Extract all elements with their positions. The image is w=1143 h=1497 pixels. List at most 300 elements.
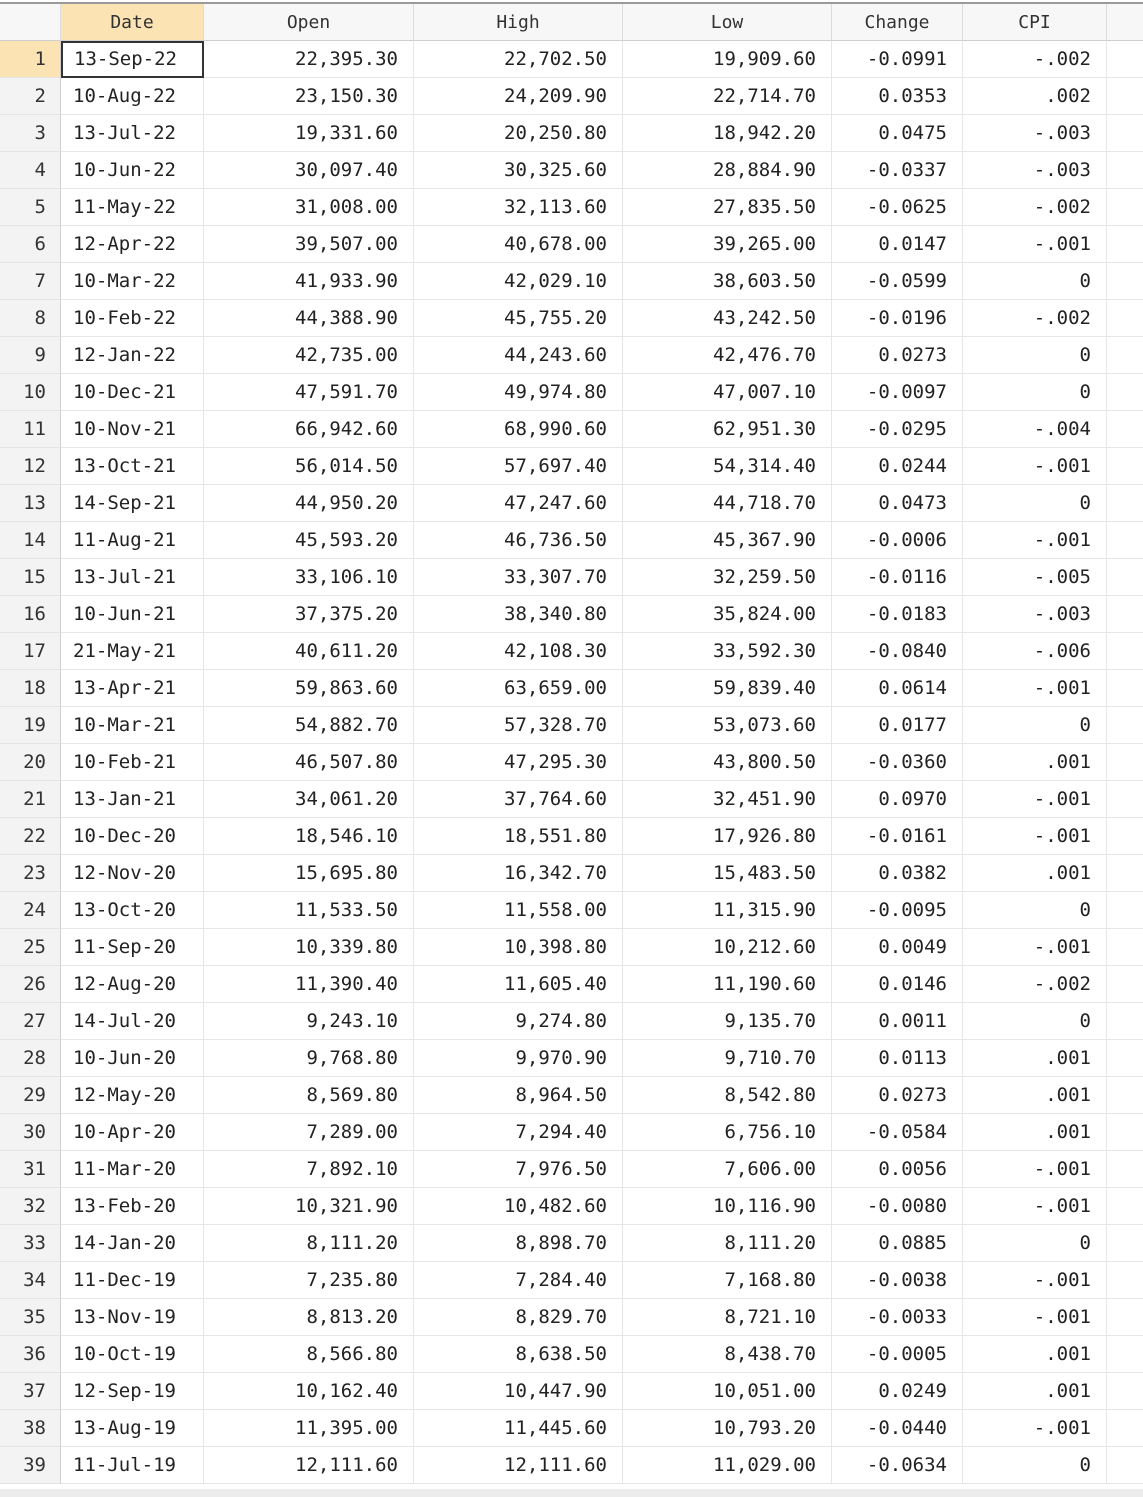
cell-low[interactable]: 44,718.70	[623, 485, 832, 522]
row-number[interactable]: 27	[0, 1003, 61, 1040]
row-number[interactable]: 12	[0, 448, 61, 485]
row-number[interactable]: 37	[0, 1373, 61, 1410]
row-number[interactable]: 11	[0, 411, 61, 448]
cell-cpi[interactable]: -.001	[963, 818, 1107, 855]
cell-high[interactable]: 63,659.00	[414, 670, 623, 707]
cell-low[interactable]: 59,839.40	[623, 670, 832, 707]
row-number[interactable]: 7	[0, 263, 61, 300]
cell-open[interactable]: 54,882.70	[204, 707, 414, 744]
cell-low[interactable]: 7,606.00	[623, 1151, 832, 1188]
row-number[interactable]: 10	[0, 374, 61, 411]
row-number[interactable]: 17	[0, 633, 61, 670]
empty-cell[interactable]	[1107, 855, 1143, 892]
row-number[interactable]: 14	[0, 522, 61, 559]
cell-low[interactable]: 28,884.90	[623, 152, 832, 189]
cell-open[interactable]: 10,162.40	[204, 1373, 414, 1410]
empty-cell[interactable]	[1107, 966, 1143, 1003]
cell-low[interactable]: 8,721.10	[623, 1299, 832, 1336]
row-number[interactable]: 19	[0, 707, 61, 744]
cell-change[interactable]: -0.0295	[832, 411, 963, 448]
column-header-date[interactable]: Date	[61, 4, 204, 41]
cell-high[interactable]: 7,294.40	[414, 1114, 623, 1151]
column-header-cpi[interactable]: CPI	[963, 4, 1107, 41]
cell-change[interactable]: 0.0249	[832, 1373, 963, 1410]
cell-change[interactable]: -0.0584	[832, 1114, 963, 1151]
cell-date[interactable]: 12-May-20	[61, 1077, 204, 1114]
cell-open[interactable]: 59,863.60	[204, 670, 414, 707]
row-number[interactable]: 23	[0, 855, 61, 892]
row-number[interactable]: 28	[0, 1040, 61, 1077]
cell-date[interactable]: 13-Oct-21	[61, 448, 204, 485]
cell-date[interactable]: 11-May-22	[61, 189, 204, 226]
empty-cell[interactable]	[1107, 300, 1143, 337]
cell-date[interactable]: 14-Jul-20	[61, 1003, 204, 1040]
empty-cell[interactable]	[1107, 78, 1143, 115]
cell-date[interactable]: 14-Jan-20	[61, 1225, 204, 1262]
empty-cell[interactable]	[1107, 337, 1143, 374]
empty-cell[interactable]	[1107, 1373, 1143, 1410]
cell-low[interactable]: 8,542.80	[623, 1077, 832, 1114]
cell-low[interactable]: 35,824.00	[623, 596, 832, 633]
corner-header[interactable]	[0, 4, 61, 41]
cell-open[interactable]: 18,546.10	[204, 818, 414, 855]
cell-change[interactable]: -0.0080	[832, 1188, 963, 1225]
cell-high[interactable]: 46,736.50	[414, 522, 623, 559]
row-number[interactable]: 6	[0, 226, 61, 263]
cell-open[interactable]: 39,507.00	[204, 226, 414, 263]
cell-low[interactable]: 22,714.70	[623, 78, 832, 115]
cell-date[interactable]: 10-Feb-22	[61, 300, 204, 337]
cell-open[interactable]: 30,097.40	[204, 152, 414, 189]
cell-date[interactable]: 10-Mar-22	[61, 263, 204, 300]
cell-open[interactable]: 45,593.20	[204, 522, 414, 559]
cell-open[interactable]: 7,235.80	[204, 1262, 414, 1299]
cell-high[interactable]: 8,964.50	[414, 1077, 623, 1114]
cell-date[interactable]: 10-Jun-20	[61, 1040, 204, 1077]
cell-low[interactable]: 47,007.10	[623, 374, 832, 411]
cell-cpi[interactable]: -.001	[963, 1299, 1107, 1336]
cell-low[interactable]: 10,212.60	[623, 929, 832, 966]
cell-date[interactable]: 11-Jul-19	[61, 1447, 204, 1484]
cell-open[interactable]: 11,533.50	[204, 892, 414, 929]
cell-change[interactable]: 0.0273	[832, 337, 963, 374]
column-header-high[interactable]: High	[414, 4, 623, 41]
empty-cell[interactable]	[1107, 1299, 1143, 1336]
cell-high[interactable]: 37,764.60	[414, 781, 623, 818]
empty-cell[interactable]	[1107, 1447, 1143, 1484]
cell-high[interactable]: 7,284.40	[414, 1262, 623, 1299]
cell-cpi[interactable]: -.002	[963, 300, 1107, 337]
cell-cpi[interactable]: .001	[963, 1373, 1107, 1410]
cell-low[interactable]: 9,710.70	[623, 1040, 832, 1077]
cell-low[interactable]: 19,909.60	[623, 41, 832, 78]
cell-high[interactable]: 12,111.60	[414, 1447, 623, 1484]
cell-high[interactable]: 47,295.30	[414, 744, 623, 781]
empty-cell[interactable]	[1107, 1003, 1143, 1040]
row-number[interactable]: 3	[0, 115, 61, 152]
cell-date[interactable]: 10-Dec-20	[61, 818, 204, 855]
row-number[interactable]: 39	[0, 1447, 61, 1484]
cell-high[interactable]: 49,974.80	[414, 374, 623, 411]
empty-cell[interactable]	[1107, 189, 1143, 226]
cell-date[interactable]: 13-Oct-20	[61, 892, 204, 929]
cell-open[interactable]: 31,008.00	[204, 189, 414, 226]
cell-open[interactable]: 22,395.30	[204, 41, 414, 78]
cell-open[interactable]: 8,111.20	[204, 1225, 414, 1262]
cell-open[interactable]: 56,014.50	[204, 448, 414, 485]
cell-low[interactable]: 38,603.50	[623, 263, 832, 300]
cell-open[interactable]: 9,243.10	[204, 1003, 414, 1040]
cell-open[interactable]: 9,768.80	[204, 1040, 414, 1077]
cell-open[interactable]: 8,566.80	[204, 1336, 414, 1373]
empty-cell[interactable]	[1107, 374, 1143, 411]
empty-cell[interactable]	[1107, 670, 1143, 707]
cell-change[interactable]: -0.0116	[832, 559, 963, 596]
cell-date[interactable]: 13-Jul-22	[61, 115, 204, 152]
cell-low[interactable]: 10,116.90	[623, 1188, 832, 1225]
cell-change[interactable]: -0.0440	[832, 1410, 963, 1447]
cell-high[interactable]: 11,558.00	[414, 892, 623, 929]
row-number[interactable]: 9	[0, 337, 61, 374]
row-number[interactable]: 31	[0, 1151, 61, 1188]
cell-low[interactable]: 27,835.50	[623, 189, 832, 226]
row-number[interactable]: 4	[0, 152, 61, 189]
cell-open[interactable]: 47,591.70	[204, 374, 414, 411]
empty-cell[interactable]	[1107, 1077, 1143, 1114]
cell-change[interactable]: -0.0840	[832, 633, 963, 670]
cell-change[interactable]: -0.0005	[832, 1336, 963, 1373]
cell-date[interactable]: 13-Jan-21	[61, 781, 204, 818]
cell-high[interactable]: 42,029.10	[414, 263, 623, 300]
cell-cpi[interactable]: -.004	[963, 411, 1107, 448]
cell-cpi[interactable]: 0	[963, 707, 1107, 744]
row-number[interactable]: 25	[0, 929, 61, 966]
cell-low[interactable]: 8,438.70	[623, 1336, 832, 1373]
cell-open[interactable]: 44,950.20	[204, 485, 414, 522]
cell-date[interactable]: 10-Jun-21	[61, 596, 204, 633]
empty-cell[interactable]	[1107, 781, 1143, 818]
row-number[interactable]: 20	[0, 744, 61, 781]
cell-low[interactable]: 33,592.30	[623, 633, 832, 670]
cell-high[interactable]: 11,445.60	[414, 1410, 623, 1447]
cell-date[interactable]: 21-May-21	[61, 633, 204, 670]
cell-open[interactable]: 8,569.80	[204, 1077, 414, 1114]
cell-change[interactable]: 0.0970	[832, 781, 963, 818]
row-number[interactable]: 30	[0, 1114, 61, 1151]
cell-open[interactable]: 12,111.60	[204, 1447, 414, 1484]
cell-change[interactable]: -0.0095	[832, 892, 963, 929]
cell-change[interactable]: 0.0146	[832, 966, 963, 1003]
row-number[interactable]: 15	[0, 559, 61, 596]
empty-cell[interactable]	[1107, 263, 1143, 300]
empty-cell[interactable]	[1107, 929, 1143, 966]
cell-high[interactable]: 8,829.70	[414, 1299, 623, 1336]
cell-cpi[interactable]: -.001	[963, 1188, 1107, 1225]
cell-change[interactable]: 0.0113	[832, 1040, 963, 1077]
row-number[interactable]: 38	[0, 1410, 61, 1447]
column-header-low[interactable]: Low	[623, 4, 832, 41]
cell-low[interactable]: 53,073.60	[623, 707, 832, 744]
cell-low[interactable]: 7,168.80	[623, 1262, 832, 1299]
empty-cell[interactable]	[1107, 1151, 1143, 1188]
cell-high[interactable]: 47,247.60	[414, 485, 623, 522]
row-number[interactable]: 32	[0, 1188, 61, 1225]
cell-change[interactable]: 0.0473	[832, 485, 963, 522]
row-number[interactable]: 16	[0, 596, 61, 633]
cell-open[interactable]: 40,611.20	[204, 633, 414, 670]
cell-low[interactable]: 54,314.40	[623, 448, 832, 485]
cell-high[interactable]: 68,990.60	[414, 411, 623, 448]
cell-cpi[interactable]: -.001	[963, 226, 1107, 263]
cell-open[interactable]: 34,061.20	[204, 781, 414, 818]
row-number[interactable]: 22	[0, 818, 61, 855]
empty-cell[interactable]	[1107, 1188, 1143, 1225]
cell-open[interactable]: 37,375.20	[204, 596, 414, 633]
empty-cell[interactable]	[1107, 226, 1143, 263]
row-number[interactable]: 29	[0, 1077, 61, 1114]
cell-cpi[interactable]: -.001	[963, 448, 1107, 485]
cell-change[interactable]: -0.0033	[832, 1299, 963, 1336]
cell-open[interactable]: 8,813.20	[204, 1299, 414, 1336]
cell-date[interactable]: 10-Jun-22	[61, 152, 204, 189]
cell-high[interactable]: 10,482.60	[414, 1188, 623, 1225]
cell-high[interactable]: 44,243.60	[414, 337, 623, 374]
cell-cpi[interactable]: -.002	[963, 41, 1107, 78]
cell-open[interactable]: 10,321.90	[204, 1188, 414, 1225]
cell-date[interactable]: 14-Sep-21	[61, 485, 204, 522]
cell-change[interactable]: 0.0011	[832, 1003, 963, 1040]
cell-high[interactable]: 42,108.30	[414, 633, 623, 670]
cell-low[interactable]: 17,926.80	[623, 818, 832, 855]
cell-open[interactable]: 33,106.10	[204, 559, 414, 596]
cell-change[interactable]: 0.0056	[832, 1151, 963, 1188]
cell-low[interactable]: 11,029.00	[623, 1447, 832, 1484]
cell-cpi[interactable]: 0	[963, 337, 1107, 374]
empty-cell[interactable]	[1107, 411, 1143, 448]
empty-cell[interactable]	[1107, 559, 1143, 596]
cell-date[interactable]: 10-Mar-21	[61, 707, 204, 744]
cell-cpi[interactable]: -.003	[963, 152, 1107, 189]
cell-open[interactable]: 15,695.80	[204, 855, 414, 892]
cell-date[interactable]: 11-Aug-21	[61, 522, 204, 559]
cell-open[interactable]: 11,390.40	[204, 966, 414, 1003]
cell-cpi[interactable]: .001	[963, 1114, 1107, 1151]
cell-date[interactable]: 13-Jul-21	[61, 559, 204, 596]
empty-cell[interactable]	[1107, 596, 1143, 633]
empty-cell[interactable]	[1107, 448, 1143, 485]
cell-high[interactable]: 38,340.80	[414, 596, 623, 633]
cell-high[interactable]: 32,113.60	[414, 189, 623, 226]
empty-cell[interactable]	[1107, 1262, 1143, 1299]
cell-high[interactable]: 30,325.60	[414, 152, 623, 189]
empty-cell[interactable]	[1107, 1410, 1143, 1447]
cell-date[interactable]: 10-Dec-21	[61, 374, 204, 411]
cell-low[interactable]: 43,242.50	[623, 300, 832, 337]
cell-cpi[interactable]: -.001	[963, 1262, 1107, 1299]
row-number[interactable]: 35	[0, 1299, 61, 1336]
cell-change[interactable]: 0.0614	[832, 670, 963, 707]
cell-high[interactable]: 11,605.40	[414, 966, 623, 1003]
cell-high[interactable]: 22,702.50	[414, 41, 623, 78]
cell-open[interactable]: 66,942.60	[204, 411, 414, 448]
cell-high[interactable]: 8,898.70	[414, 1225, 623, 1262]
cell-date[interactable]: 11-Sep-20	[61, 929, 204, 966]
cell-cpi[interactable]: 0	[963, 892, 1107, 929]
cell-change[interactable]: 0.0273	[832, 1077, 963, 1114]
cell-date[interactable]: 12-Jan-22	[61, 337, 204, 374]
cell-high[interactable]: 7,976.50	[414, 1151, 623, 1188]
cell-low[interactable]: 8,111.20	[623, 1225, 832, 1262]
cell-date[interactable]: 10-Nov-21	[61, 411, 204, 448]
empty-cell[interactable]	[1107, 152, 1143, 189]
cell-date[interactable]: 13-Sep-22	[61, 41, 204, 78]
cell-cpi[interactable]: -.001	[963, 1410, 1107, 1447]
cell-open[interactable]: 7,289.00	[204, 1114, 414, 1151]
cell-high[interactable]: 40,678.00	[414, 226, 623, 263]
empty-cell[interactable]	[1107, 115, 1143, 152]
cell-change[interactable]: 0.0049	[832, 929, 963, 966]
cell-open[interactable]: 7,892.10	[204, 1151, 414, 1188]
cell-high[interactable]: 57,328.70	[414, 707, 623, 744]
cell-date[interactable]: 13-Nov-19	[61, 1299, 204, 1336]
cell-high[interactable]: 24,209.90	[414, 78, 623, 115]
column-header-open[interactable]: Open	[204, 4, 414, 41]
cell-cpi[interactable]: -.003	[963, 596, 1107, 633]
row-number[interactable]: 18	[0, 670, 61, 707]
cell-open[interactable]: 46,507.80	[204, 744, 414, 781]
cell-date[interactable]: 13-Apr-21	[61, 670, 204, 707]
cell-date[interactable]: 12-Aug-20	[61, 966, 204, 1003]
cell-high[interactable]: 9,274.80	[414, 1003, 623, 1040]
cell-cpi[interactable]: -.005	[963, 559, 1107, 596]
cell-date[interactable]: 10-Oct-19	[61, 1336, 204, 1373]
cell-high[interactable]: 8,638.50	[414, 1336, 623, 1373]
empty-cell[interactable]	[1107, 633, 1143, 670]
cell-cpi[interactable]: .002	[963, 78, 1107, 115]
cell-date[interactable]: 10-Feb-21	[61, 744, 204, 781]
cell-cpi[interactable]: .001	[963, 1336, 1107, 1373]
cell-cpi[interactable]: -.002	[963, 966, 1107, 1003]
cell-low[interactable]: 10,793.20	[623, 1410, 832, 1447]
cell-cpi[interactable]: .001	[963, 1077, 1107, 1114]
cell-cpi[interactable]: -.001	[963, 929, 1107, 966]
empty-cell[interactable]	[1107, 41, 1143, 78]
row-number[interactable]: 5	[0, 189, 61, 226]
cell-low[interactable]: 18,942.20	[623, 115, 832, 152]
cell-date[interactable]: 13-Aug-19	[61, 1410, 204, 1447]
cell-low[interactable]: 9,135.70	[623, 1003, 832, 1040]
cell-cpi[interactable]: 0	[963, 1003, 1107, 1040]
cell-date[interactable]: 11-Mar-20	[61, 1151, 204, 1188]
empty-cell[interactable]	[1107, 1114, 1143, 1151]
cell-high[interactable]: 57,697.40	[414, 448, 623, 485]
row-number[interactable]: 26	[0, 966, 61, 1003]
cell-low[interactable]: 43,800.50	[623, 744, 832, 781]
cell-open[interactable]: 42,735.00	[204, 337, 414, 374]
cell-date[interactable]: 10-Aug-22	[61, 78, 204, 115]
cell-cpi[interactable]: 0	[963, 374, 1107, 411]
cell-low[interactable]: 6,756.10	[623, 1114, 832, 1151]
empty-cell[interactable]	[1107, 707, 1143, 744]
column-header-change[interactable]: Change	[832, 4, 963, 41]
cell-low[interactable]: 45,367.90	[623, 522, 832, 559]
cell-date[interactable]: 12-Sep-19	[61, 1373, 204, 1410]
cell-high[interactable]: 10,398.80	[414, 929, 623, 966]
cell-cpi[interactable]: .001	[963, 1040, 1107, 1077]
cell-change[interactable]: -0.0991	[832, 41, 963, 78]
row-number[interactable]: 21	[0, 781, 61, 818]
cell-cpi[interactable]: -.001	[963, 1151, 1107, 1188]
cell-open[interactable]: 41,933.90	[204, 263, 414, 300]
cell-low[interactable]: 39,265.00	[623, 226, 832, 263]
cell-high[interactable]: 18,551.80	[414, 818, 623, 855]
cell-cpi[interactable]: 0	[963, 485, 1107, 522]
cell-change[interactable]: -0.0183	[832, 596, 963, 633]
cell-change[interactable]: -0.0006	[832, 522, 963, 559]
row-number[interactable]: 2	[0, 78, 61, 115]
cell-date[interactable]: 13-Feb-20	[61, 1188, 204, 1225]
cell-high[interactable]: 45,755.20	[414, 300, 623, 337]
cell-open[interactable]: 44,388.90	[204, 300, 414, 337]
cell-cpi[interactable]: 0	[963, 1447, 1107, 1484]
empty-cell[interactable]	[1107, 522, 1143, 559]
cell-cpi[interactable]: -.006	[963, 633, 1107, 670]
empty-cell[interactable]	[1107, 818, 1143, 855]
row-number[interactable]: 34	[0, 1262, 61, 1299]
cell-cpi[interactable]: -.001	[963, 670, 1107, 707]
row-number[interactable]: 13	[0, 485, 61, 522]
cell-cpi[interactable]: -.001	[963, 781, 1107, 818]
cell-cpi[interactable]: .001	[963, 744, 1107, 781]
cell-high[interactable]: 16,342.70	[414, 855, 623, 892]
cell-low[interactable]: 11,315.90	[623, 892, 832, 929]
cell-open[interactable]: 19,331.60	[204, 115, 414, 152]
cell-low[interactable]: 10,051.00	[623, 1373, 832, 1410]
empty-cell[interactable]	[1107, 485, 1143, 522]
cell-change[interactable]: -0.0196	[832, 300, 963, 337]
cell-cpi[interactable]: -.001	[963, 522, 1107, 559]
empty-cell[interactable]	[1107, 744, 1143, 781]
cell-change[interactable]: 0.0885	[832, 1225, 963, 1262]
cell-low[interactable]: 32,259.50	[623, 559, 832, 596]
empty-cell[interactable]	[1107, 892, 1143, 929]
cell-cpi[interactable]: -.003	[963, 115, 1107, 152]
cell-high[interactable]: 33,307.70	[414, 559, 623, 596]
empty-cell[interactable]	[1107, 1336, 1143, 1373]
empty-cell[interactable]	[1107, 1225, 1143, 1262]
cell-cpi[interactable]: -.002	[963, 189, 1107, 226]
row-number[interactable]: 24	[0, 892, 61, 929]
row-number[interactable]: 36	[0, 1336, 61, 1373]
cell-change[interactable]: -0.0161	[832, 818, 963, 855]
row-number[interactable]: 1	[0, 41, 61, 78]
cell-date[interactable]: 10-Apr-20	[61, 1114, 204, 1151]
cell-change[interactable]: 0.0177	[832, 707, 963, 744]
cell-open[interactable]: 10,339.80	[204, 929, 414, 966]
cell-low[interactable]: 32,451.90	[623, 781, 832, 818]
cell-low[interactable]: 15,483.50	[623, 855, 832, 892]
cell-change[interactable]: 0.0382	[832, 855, 963, 892]
cell-change[interactable]: -0.0599	[832, 263, 963, 300]
cell-low[interactable]: 11,190.60	[623, 966, 832, 1003]
cell-high[interactable]: 10,447.90	[414, 1373, 623, 1410]
cell-change[interactable]: -0.0634	[832, 1447, 963, 1484]
cell-low[interactable]: 42,476.70	[623, 337, 832, 374]
cell-cpi[interactable]: 0	[963, 263, 1107, 300]
cell-cpi[interactable]: .001	[963, 855, 1107, 892]
cell-change[interactable]: 0.0475	[832, 115, 963, 152]
cell-cpi[interactable]: 0	[963, 1225, 1107, 1262]
